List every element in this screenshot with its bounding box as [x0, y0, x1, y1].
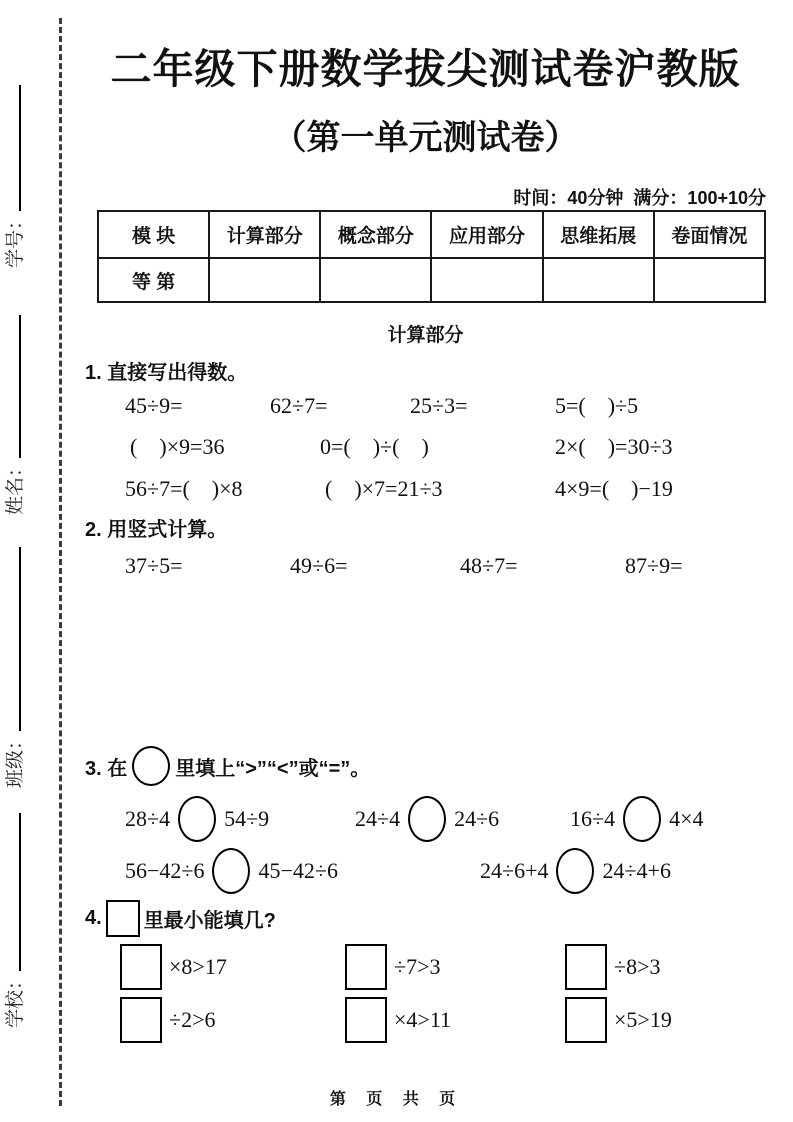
comparison — [125, 848, 480, 894]
equation: ( )×9=36 — [130, 434, 225, 459]
inequality-text: ×4>11 — [394, 1007, 451, 1032]
grade-cell — [543, 258, 654, 302]
q2-heading: 2. 用竖式计算。 — [85, 519, 228, 541]
right-expression: 24÷6 — [454, 806, 500, 831]
equation: 45÷9= — [125, 393, 183, 418]
page-title: 二年级下册数学拔尖测试卷沪教版 — [110, 46, 741, 92]
fill-box-icon — [345, 944, 387, 990]
inequality-text: ×8>17 — [169, 954, 227, 979]
score-table — [97, 210, 766, 303]
compare-circle-icon — [556, 848, 594, 894]
name-label: 姓名： — [5, 457, 26, 515]
q4-heading-prefix: 4. — [85, 907, 102, 929]
fill-box-icon — [565, 997, 607, 1043]
q4-heading — [85, 900, 766, 937]
fill-box-icon — [345, 997, 387, 1043]
equation: 49÷6= — [290, 553, 348, 578]
class-blank-line — [0, 547, 21, 731]
equation: ( )×7=21÷3 — [325, 476, 443, 501]
grade-cell — [209, 258, 320, 302]
compare-circle-icon — [132, 746, 170, 786]
inequality-text: ÷2>6 — [169, 1007, 216, 1032]
equation: 62÷7= — [270, 393, 328, 418]
inequality — [120, 997, 345, 1043]
inequality-text: ÷8>3 — [614, 954, 661, 979]
compare-circle-icon — [178, 796, 216, 842]
equation: 56÷7=( )×8 — [125, 476, 243, 501]
fill-box-icon — [106, 900, 140, 937]
fill-box-icon — [565, 944, 607, 990]
q1-heading: 1. 直接写出得数。 — [85, 362, 248, 384]
q3-row-2 — [85, 848, 793, 894]
equation: 48÷7= — [460, 553, 518, 578]
right-expression: 4×4 — [669, 806, 704, 831]
equation: 2×( )=30÷3 — [555, 434, 673, 459]
compare-circle-icon — [408, 796, 446, 842]
q4-row-1 — [85, 944, 793, 990]
inequality — [120, 944, 345, 990]
left-expression: 24÷4 — [355, 806, 401, 831]
q1-row-1 — [85, 393, 793, 419]
equation: 87÷9= — [625, 553, 683, 578]
q2-row — [85, 553, 793, 579]
inequality-text: ÷7>3 — [394, 954, 441, 979]
q3-heading-prefix: 3. 在 — [85, 757, 128, 780]
left-expression: 16÷4 — [570, 806, 616, 831]
left-expression: 56−42÷6 — [125, 858, 205, 883]
comparison — [125, 796, 355, 842]
comparison — [480, 848, 671, 894]
grade-cell — [320, 258, 431, 302]
inequality — [565, 944, 660, 990]
comparison — [570, 796, 704, 842]
time-score-line: 时间：40分钟 满分：100+10分 — [513, 188, 766, 208]
inequality-text: ×5>19 — [614, 1007, 672, 1032]
inequality — [345, 944, 565, 990]
section-title: 计算部分 — [387, 325, 464, 346]
q1-row-3 — [85, 476, 793, 502]
left-expression: 24÷6+4 — [480, 858, 549, 883]
left-expression: 28÷4 — [125, 806, 171, 831]
equation: 5=( )÷5 — [555, 393, 639, 418]
school-label: 学校： — [5, 970, 26, 1028]
compare-circle-icon — [623, 796, 661, 842]
compare-circle-icon — [212, 848, 250, 894]
sidebar-field-class — [0, 547, 26, 788]
score-header-application: 应用部分 — [431, 211, 542, 258]
right-expression: 24÷4+6 — [602, 858, 671, 883]
equation: 25÷3= — [410, 393, 468, 418]
q4-row-2 — [85, 997, 793, 1043]
fill-box-icon — [120, 944, 162, 990]
score-header-neatness: 卷面情况 — [654, 211, 765, 258]
equation: 4×9=( )−19 — [555, 476, 673, 501]
equation: 0=( )÷( ) — [320, 434, 429, 459]
q1-row-2 — [85, 434, 793, 460]
sidebar-field-name — [0, 315, 26, 515]
right-expression: 54÷9 — [224, 806, 270, 831]
q4-heading-suffix: 里最小能填几? — [143, 910, 276, 932]
school-blank-line — [0, 813, 21, 971]
score-table-grade-row — [98, 258, 765, 302]
fill-box-icon — [120, 997, 162, 1043]
right-expression: 45−42÷6 — [258, 858, 338, 883]
equation: 37÷5= — [125, 553, 183, 578]
page-footer: 第 页 共 页 — [329, 1091, 464, 1108]
score-header-module: 模 块 — [98, 211, 209, 258]
grade-row-label: 等 第 — [98, 258, 209, 302]
inequality — [345, 997, 565, 1043]
sidebar-field-school — [0, 813, 26, 1028]
q3-row-1 — [85, 796, 793, 842]
name-blank-line — [0, 315, 21, 458]
student-id-blank-line — [0, 85, 21, 211]
binding-dashed-line — [59, 18, 62, 1106]
q3-heading-suffix: 里填上“>”“<”或“=”。 — [175, 757, 371, 780]
q3-heading — [85, 746, 766, 786]
student-id-label: 学号： — [5, 210, 26, 268]
sidebar-field-student-id — [0, 85, 26, 268]
grade-cell — [654, 258, 765, 302]
score-header-calculation: 计算部分 — [209, 211, 320, 258]
grade-cell — [431, 258, 542, 302]
score-header-concept: 概念部分 — [320, 211, 431, 258]
inequality — [565, 997, 672, 1043]
class-label: 班级： — [5, 730, 26, 788]
page-subtitle: （第一单元测试卷） — [272, 119, 579, 157]
score-header-thinking: 思维拓展 — [543, 211, 654, 258]
comparison — [355, 796, 570, 842]
score-table-header-row — [98, 211, 765, 258]
